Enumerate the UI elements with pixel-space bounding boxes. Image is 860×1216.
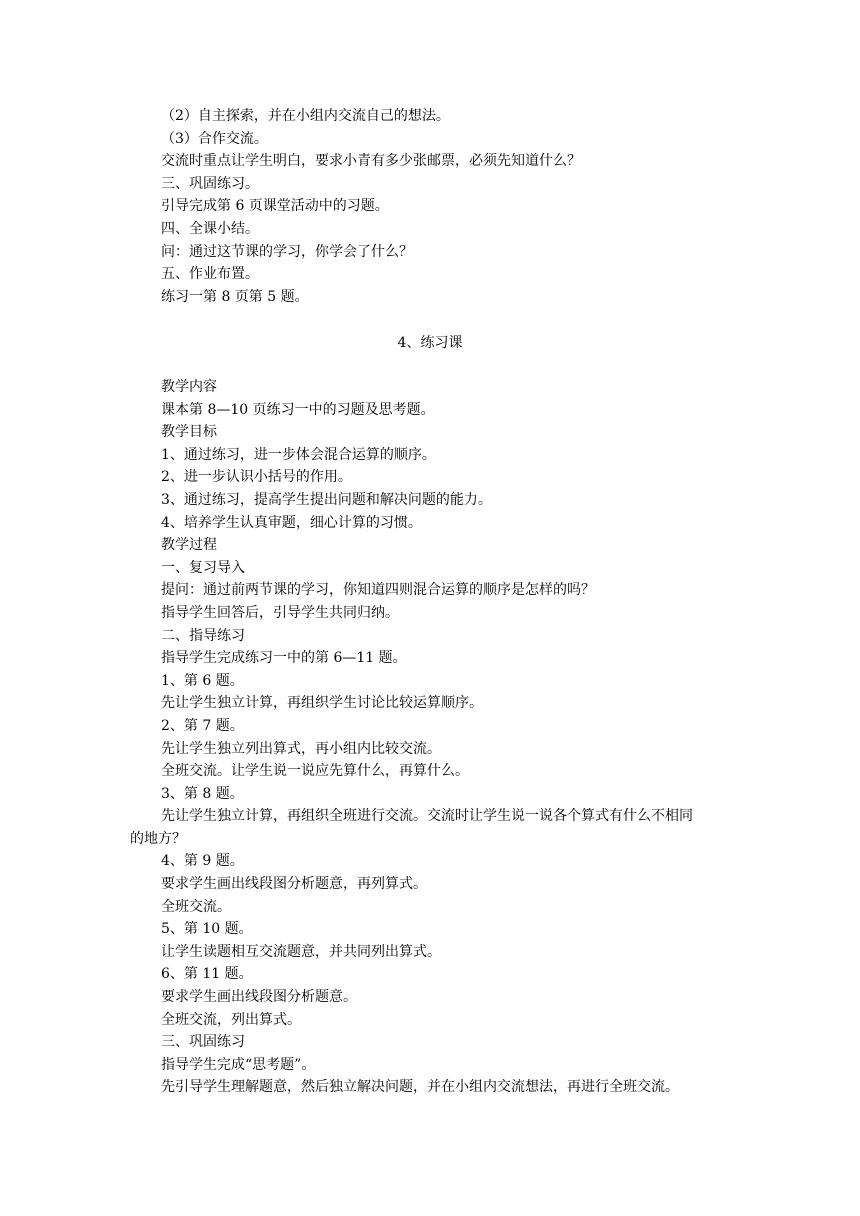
text-line: 一、复习导入	[161, 559, 245, 576]
text-line: 1、第 6 题。	[161, 672, 244, 689]
text-line: 2、进一步认识小括号的作用。	[161, 469, 352, 486]
text-line: 全班交流。让学生说一说应先算什么，再算什么。	[161, 763, 469, 780]
text-line: 要求学生画出线段图分析题意，再列算式。	[161, 876, 427, 893]
text-line: 二、指导练习	[161, 627, 245, 644]
text-line: 问：通过这节课的学习，你学会了什么？	[161, 243, 413, 260]
text-line: 引导完成第 6 页课堂活动中的习题。	[161, 198, 389, 215]
text-line: 3、通过练习，提高学生提出问题和解决问题的能力。	[161, 491, 492, 508]
text-line: 4、第 9 题。	[161, 853, 244, 870]
text-line: 提问：通过前两节课的学习，你知道四则混合运算的顺序是怎样的吗？	[161, 582, 595, 599]
wrapped-paragraph-second-line: 的地方？	[130, 830, 186, 847]
text-line: 交流时重点让学生明白，要求小青有多少张邮票，必须先知道什么？	[161, 153, 581, 170]
text-line: 全班交流。	[161, 898, 231, 915]
text-line: 三、巩固练习。	[161, 175, 259, 192]
text-line: 2、第 7 题。	[161, 717, 244, 734]
text-line: 让学生读题相互交流题意，并共同列出算式。	[161, 943, 441, 960]
text-line: 先让学生独立计算，再组织学生讨论比较运算顺序。	[161, 695, 483, 712]
text-line: （3）合作交流。	[161, 130, 268, 147]
text-line: 全班交流，列出算式。	[161, 1011, 301, 1028]
text-line: 三、巩固练习	[161, 1034, 245, 1051]
text-line: 五、作业布置。	[161, 266, 259, 283]
text-line: 4、培养学生认真审题，细心计算的习惯。	[161, 514, 422, 531]
lesson-title: 4、练习课	[397, 335, 463, 351]
previous-lesson-section	[130, 105, 730, 308]
text-line: 6、第 11 题。	[161, 966, 253, 983]
text-line: （2）自主探索，并在小组内交流自己的想法。	[161, 108, 450, 124]
text-line: 先引导学生理解题意，然后独立解决问题，并在小组内交流想法，再进行全班交流。	[161, 1079, 679, 1096]
text-line: 指导学生完成练习一中的第 6—11 题。	[161, 650, 407, 667]
text-line: 教学内容	[161, 379, 217, 395]
text-line: 教学过程	[161, 537, 217, 554]
wrapped-paragraph-first-line: 先让学生独立计算，再组织全班进行交流。交流时让学生说一说各个算式有什么不相同	[161, 808, 693, 825]
text-line: 指导学生完成“思考题”。	[161, 1056, 316, 1073]
text-line: 先让学生独立列出算式，再小组内比较交流。	[161, 740, 441, 757]
text-line: 四、全课小结。	[161, 220, 259, 237]
text-line: 教学目标	[161, 424, 217, 441]
text-line: 练习一第 8 页第 5 题。	[161, 288, 309, 305]
text-line: 3、第 8 题。	[161, 785, 244, 802]
text-line: 要求学生画出线段图分析题意。	[161, 989, 357, 1006]
text-line: 5、第 10 题。	[161, 921, 253, 938]
text-line: 指导学生回答后，引导学生共同归纳。	[161, 604, 399, 621]
text-line: 1、通过练习，进一步体会混合运算的顺序。	[161, 446, 436, 463]
text-line: 课本第 8—10 页练习一中的习题及思考题。	[161, 401, 435, 418]
lesson-body	[130, 376, 730, 1099]
